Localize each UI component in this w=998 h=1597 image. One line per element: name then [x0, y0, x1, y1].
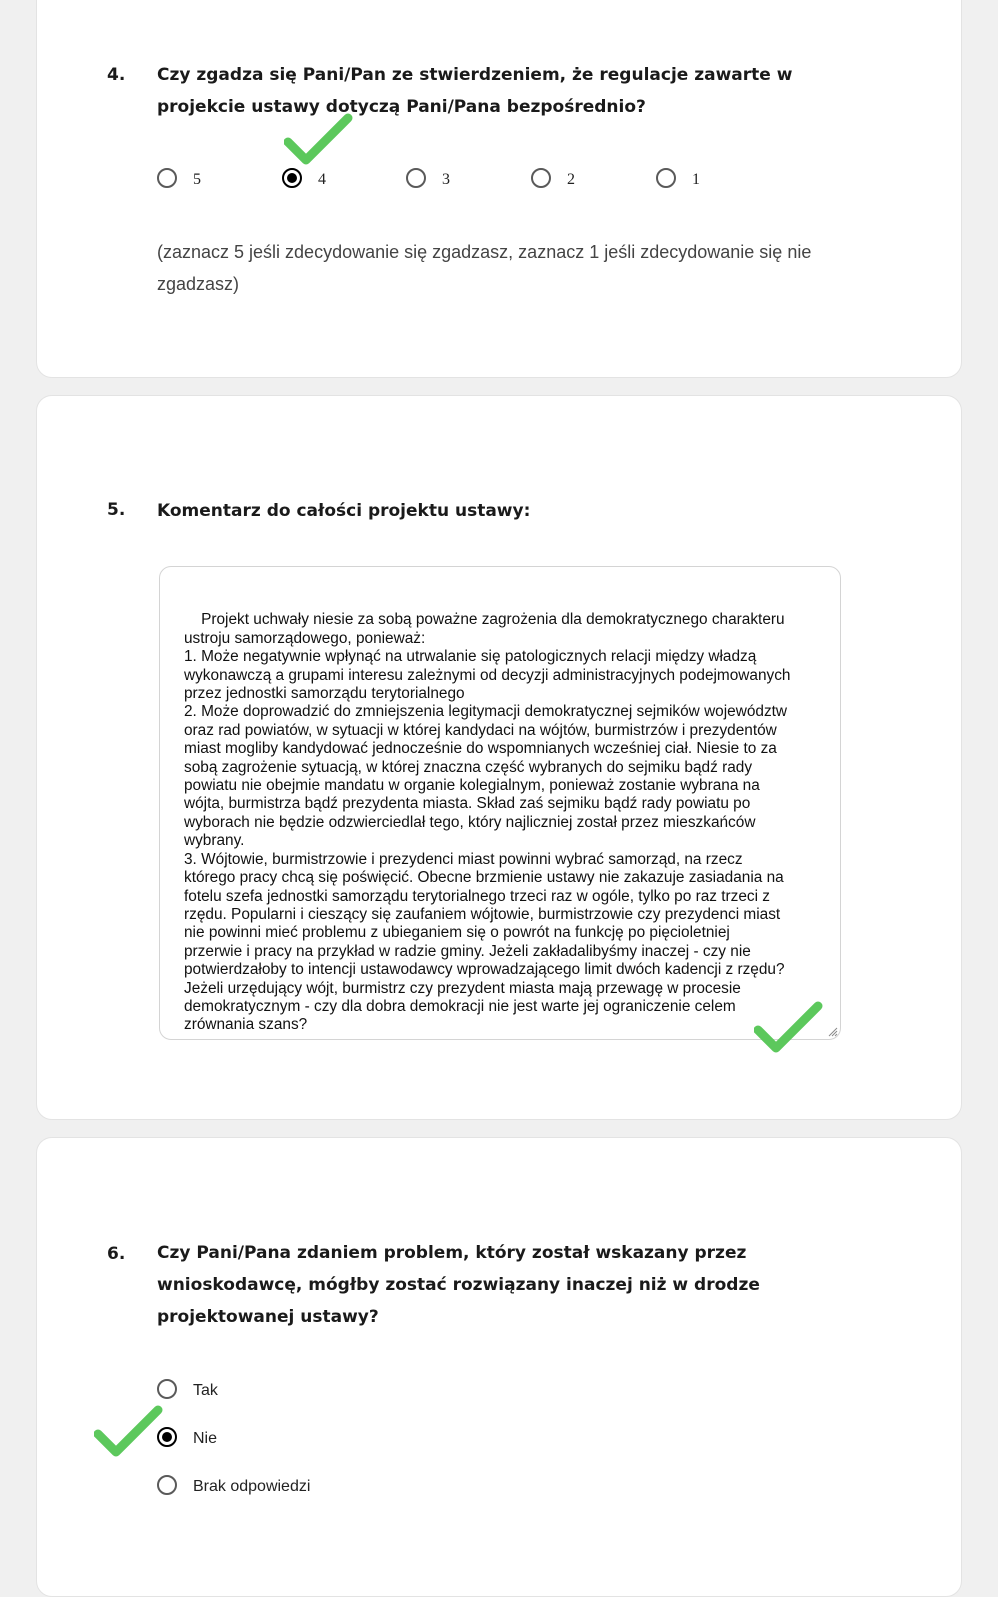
question-number: 6. [107, 1244, 126, 1264]
radio-option-brak-odpowiedzi[interactable] [157, 1474, 310, 1496]
radio-button[interactable] [531, 168, 551, 188]
question-text: Czy Pani/Pana zdaniem problem, który został wskazany przez wnioskodawcę, mógłby zostać rozwiązany inaczej niż w drodze projektowanej ustawy? [157, 1243, 760, 1327]
radio-option-3[interactable] [406, 167, 450, 189]
option-label: Nie [193, 1430, 218, 1447]
option-label: 3 [442, 171, 450, 188]
green-checkmark-icon [284, 112, 354, 170]
question-number: 5. [107, 500, 126, 520]
answer-hint: (zaznacz 5 jeśli zdecydowanie się zgadzasz, zaznacz 1 jeśli zdecydowanie się nie zgadzasz) [157, 242, 812, 294]
radio-option-5[interactable] [157, 167, 201, 189]
radio-button[interactable] [157, 1475, 177, 1495]
green-checkmark-icon [754, 1000, 824, 1058]
option-label: 5 [193, 171, 201, 188]
radio-option-tak[interactable] [157, 1378, 218, 1400]
question-text: Komentarz do całości projektu ustawy: [157, 501, 531, 521]
option-label: Brak odpowiedzi [193, 1478, 311, 1495]
option-label: 1 [692, 171, 700, 188]
radio-option-nie[interactable] [157, 1426, 217, 1448]
question-card-4 [36, 0, 962, 378]
radio-option-1[interactable] [656, 167, 700, 189]
option-label: 2 [567, 171, 575, 188]
option-label: 4 [318, 171, 326, 188]
comment-text[interactable]: Projekt uchwały niesie za sobą poważne zagrożenia dla demokratycznego charakteru ustroju samorządowego, ponieważ: 1. Może negatywnie wpłynąć na utrwalanie się patologicznych relacji między władzą wykonawczą a grupami interesu zależnymi od decyzji administracyjnych podejmowanych przez jednostki samorządu terytorialnego 2. Może doprowadzić do zmniejszenia legitymacji demokratycznej sejmików województw oraz rad powiatów, w sytuacji w której kandydaci na wójtów, burmistrzów i prezydentów miast mogliby kandydować jednocześnie do wspomnianych wcześniej ciał. Niesie to za sobą zagrożenie sytuacją, w której znaczna część wybranych do sejmiku bądź rady powiatu nie obejmie mandatu w organie kolegialnym, ponieważ zostanie wybrana na wójta, burmistrza bądź prezydenta miasta. Skład zaś sejmiku bądź rady powiatu po wyborach nie będzie odzwierciedlał tego, który najliczniej został przez mieszkańców wybrany. 3. Wójtowie, burmistrzowie i prezydenci miast powinni wybrać samorząd, na rzecz którego pracy chcą się poświęcić. Obecne brzmienie ustawy nie zakazuje zasiadania na fotelu szefa jednostki samorządu terytorialnego trzeci raz w ogóle, tylko po raz trzeci z rzędu. Popularni i cieszący się zaufaniem wójtowie, burmistrzowie czy prezydenci miast nie powinni mieć problemu z ubieganiem się o powrót na funkcję po pięcioletniej przerwie i pracy na przykład w radzie gminy. Jeżeli zakładalibyśmy inaczej - czy nie potwierdzałoby to intencji ustawodawcy wprowadzającego limit dwóch kadencji z rzędu? Jeżeli urzędujący wójt, burmistrz czy prezydent miasta mają przewagę w procesie demokratycznym - czy dla dobra demokracji nie jest warte jej ograniczenie celem zrównania szans? [184, 611, 791, 1034]
radio-option-4[interactable] [282, 167, 326, 189]
radio-button[interactable] [406, 168, 426, 188]
question-text: Czy zgadza się Pani/Pan ze stwierdzeniem, że regulacje zawarte w projekcie ustawy dotyczą Pani/Pana bezpośrednio? [157, 65, 793, 117]
radio-button[interactable] [157, 168, 177, 188]
radio-button-selected[interactable] [282, 168, 302, 188]
radio-option-2[interactable] [531, 167, 575, 189]
radio-button[interactable] [157, 1379, 177, 1399]
option-label: Tak [193, 1382, 218, 1399]
resize-grip-icon[interactable] [826, 1025, 838, 1037]
radio-button[interactable] [656, 168, 676, 188]
green-checkmark-icon [94, 1404, 164, 1462]
question-card-6 [36, 1137, 962, 1597]
question-number: 4. [107, 65, 126, 85]
comment-textarea[interactable] [159, 566, 841, 1040]
